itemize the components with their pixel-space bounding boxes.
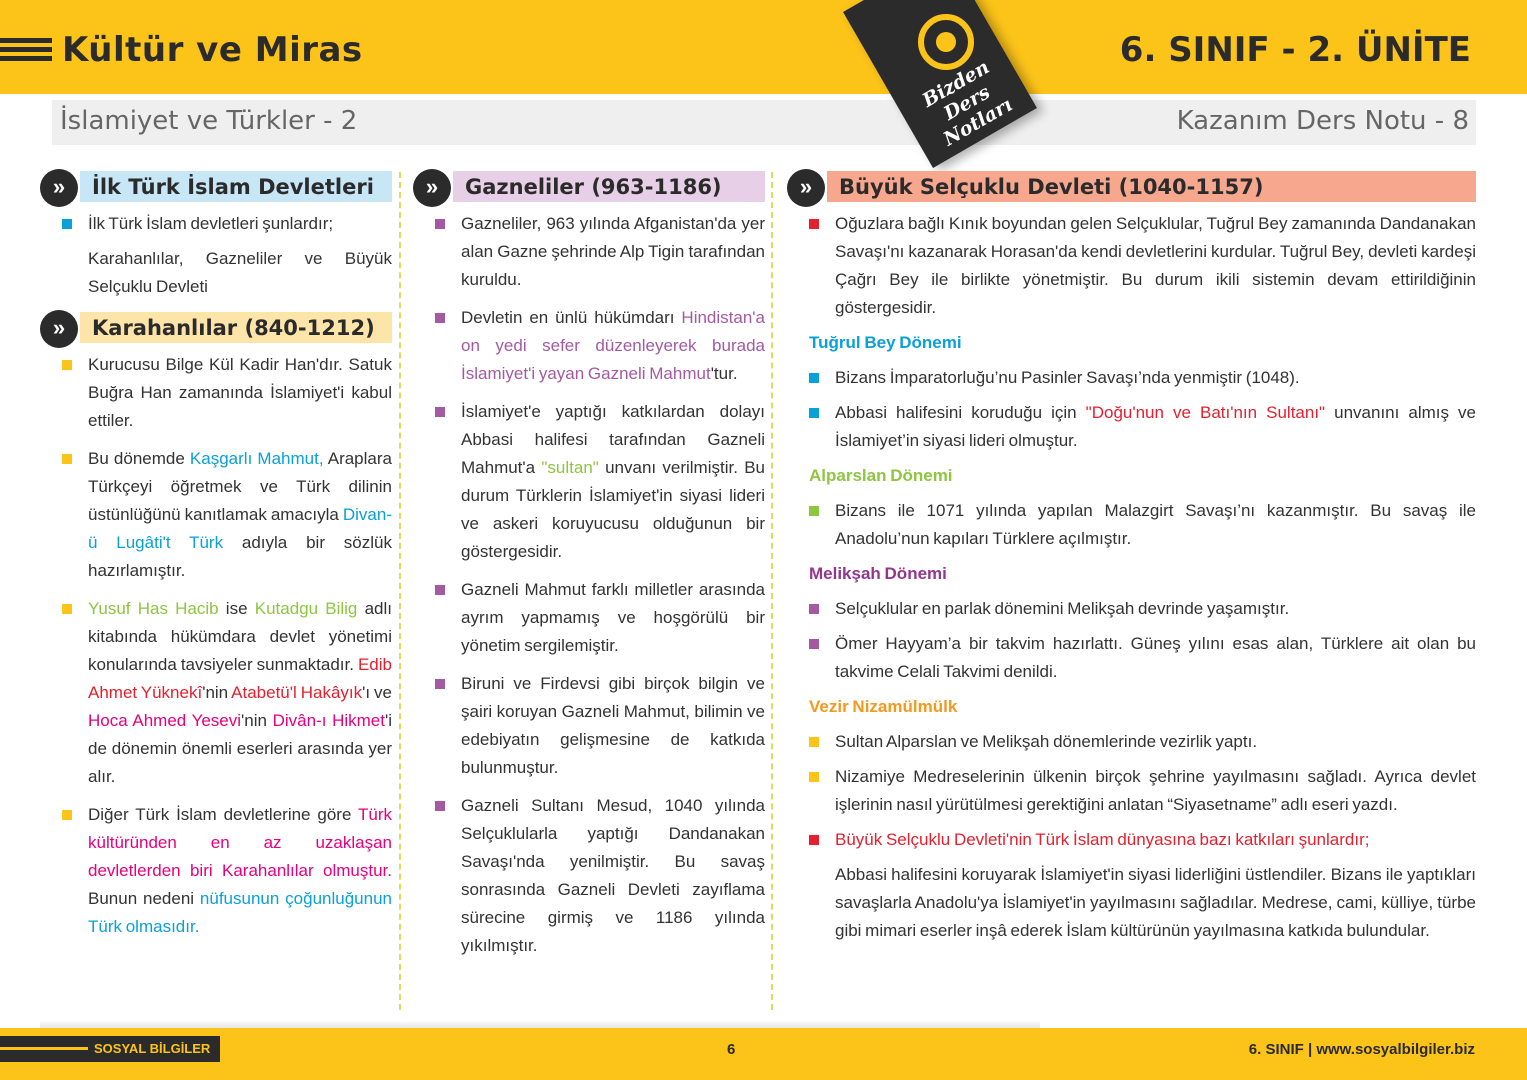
text-span: Bu dönemde — [88, 449, 190, 468]
subtitle: İslamiyet ve Türkler - 2 — [60, 106, 358, 136]
bullet-item — [40, 445, 392, 585]
highlighted-text: Türk kültüründen en az uzaklaşan devletlerden biri Karahanlılar olmuştur. — [88, 805, 392, 880]
highlighted-text: Hoca Ahmed Yesevi — [88, 711, 242, 730]
text-span: Devletin en ünlü hükümdarı — [461, 308, 682, 327]
text-span: ise — [218, 599, 255, 618]
bullet-item — [787, 630, 1476, 686]
square-bullet-icon — [809, 219, 819, 229]
square-bullet-icon — [435, 801, 445, 811]
bullet-item — [40, 351, 392, 435]
square-bullet-icon — [435, 679, 445, 689]
text-span: Kurucusu Bilge Kül Kadir Han'dır. Satuk Buğra Han zamanında İslamiyet'i kabul ettiler. — [88, 355, 392, 430]
page-title: Kültür ve Miras — [62, 30, 363, 70]
bullet-item — [787, 595, 1476, 623]
page-number: 6 — [727, 1041, 736, 1058]
highlighted-text: Kutadgu Bilig — [254, 599, 358, 618]
text-span: unvanı verilmiştir. Bu durum Türklerin İslamiyet'in siyasi lideri ve askeri koruyucusu olduğunun bir göstergesidir. — [461, 458, 765, 561]
bullet-item — [413, 304, 765, 388]
text-span: Bunun nedeni — [88, 889, 200, 908]
column-buyuk-selcuklu — [787, 170, 1476, 952]
highlighted-text: nüfusunun çoğunluğunun Türk olmasıdır. — [88, 889, 393, 936]
text-span: İslamiyet'e yaptığı katkılardan dolayı Abbasi halifesi tarafından Gazneli Mahmut'a — [461, 402, 765, 477]
text-span: Ömer Hayyam’a bir takvim hazırlattı. Güneş yılını esas alan, Türklere ait olan bu takvime Celali Takvimi denildi. — [835, 634, 1476, 681]
bullet-item — [787, 728, 1476, 756]
bullet-item — [787, 364, 1476, 392]
unit-label: 6. SINIF - 2. ÜNİTE — [1119, 30, 1471, 70]
column-gazneliler — [413, 170, 765, 967]
text-span: Abbasi halifesini koruduğu için — [835, 403, 1086, 422]
paragraph — [40, 245, 392, 301]
square-bullet-icon — [809, 373, 819, 383]
footer-website: 6. SINIF | www.sosyalbilgiler.biz — [1248, 1041, 1475, 1058]
square-bullet-icon — [809, 506, 819, 516]
section-title: Karahanlılar (840-1212) — [92, 316, 375, 340]
square-bullet-icon — [809, 737, 819, 747]
double-chevron-icon: » — [413, 169, 451, 207]
text-span: Gazneli Mahmut farklı milletler arasında ayrım yapmamış ve hoşgörülü bir yönetim sergilemiştir. — [461, 580, 765, 655]
text-span: Bizans İmparatorluğu’nu Pasinler Savaşı’nda yenmiştir (1048). — [835, 368, 1300, 387]
footer-subject-tag — [0, 1036, 220, 1062]
highlighted-text: Atabetü'l Hakâyık — [231, 683, 363, 702]
paragraph — [787, 861, 1476, 945]
highlighted-text: "sultan" — [541, 458, 599, 477]
double-chevron-icon: » — [787, 169, 825, 207]
text-span: 'tur. — [710, 364, 738, 383]
lesson-note-label: Kazanım Ders Notu - 8 — [1176, 106, 1469, 136]
highlighted-text: Divan-ü Lugâti't Türk — [88, 505, 392, 552]
section-title: Gazneliler (963-1186) — [465, 175, 722, 199]
text-span: 'i de dönemin önemli eserleri arasında yer alır. — [88, 711, 392, 786]
text-span: Araplara Türkçeyi öğretmek ve Türk dilinin üstünlüğünü kanıtlamak amacıyla — [88, 449, 392, 524]
subsection-title: Melikşah Dönemi — [809, 564, 947, 583]
square-bullet-icon — [435, 585, 445, 595]
text-span: Oğuzlara bağlı Kınık boyundan gelen Selçuklular, Tuğrul Bey zamanında Dandanakan Savaşı'nı kazanarak Horasan'da kendi devletlerini kurdular. Tuğrul Bey, devleti kardeşi Çağrı Bey ile birlikte yönetmiştir. Bu durum ikili sistemin devam ettirildiğinin göstergesidir. — [835, 214, 1476, 317]
text-span: unvanını almış ve İslamiyet’in siyasi lideri olmuştur. — [835, 403, 1476, 450]
text-span: Bizans ile 1071 yılında yapılan Malazgirt Savaşı’nı kazanmıştır. Bu savaş ile Anadolu’nun kapıları Türklere açılmıştır. — [835, 501, 1476, 548]
bullet-item — [413, 670, 765, 782]
bullet-item — [413, 792, 765, 960]
bullet-item — [787, 399, 1476, 455]
square-bullet-icon — [809, 835, 819, 845]
text-span: Biruni ve Firdevsi gibi birçok bilgin ve şairi koruyan Gazneli Mahmut, bilimin ve edebiyatın gelişmesine de katkıda bulunmuştur. — [461, 674, 765, 777]
text-span: İlk Türk İslam devletleri şunlardır; — [88, 214, 334, 233]
double-chevron-icon: » — [40, 310, 78, 348]
square-bullet-icon — [62, 454, 72, 464]
section-header — [40, 311, 392, 343]
menu-bars-icon — [0, 38, 52, 65]
highlighted-text: Kaşgarlı Mahmut, — [189, 449, 324, 468]
square-bullet-icon — [809, 772, 819, 782]
column-ilk-turk-islam — [40, 170, 392, 948]
bullet-item — [413, 210, 765, 294]
bullet-item — [413, 398, 765, 566]
section-header — [413, 170, 765, 202]
square-bullet-icon — [62, 810, 72, 820]
text-span: Gazneli Sultanı Mesud, 1040 yılında Selçuklularla yaptığı Dandanakan Savaşı'nda yenilmiştir. Bu savaş sonrasında Gazneli Devleti zayıflama sürecine girmiş ve 1186 yılında yıkılmıştır. — [461, 796, 765, 955]
double-chevron-icon: » — [40, 169, 78, 207]
square-bullet-icon — [62, 360, 72, 370]
bullet-item — [787, 497, 1476, 553]
text-span: Selçuklular en parlak dönemini Melikşah devrinde yaşamıştır. — [835, 599, 1290, 618]
highlighted-text: "Doğu'nun ve Batı'nın Sultanı" — [1085, 403, 1326, 422]
highlighted-text: Yusuf Has Hacib — [88, 599, 219, 618]
text-span: Abbasi halifesini koruyarak İslamiyet'in siyasi liderliğini üstlendiler. Bizans ile yaptıkları savaşlarla Anadolu'ya İslamiyet'in yayılmasını sağladılar. Medrese, cami, külliye, türbe gibi mimari eserler inşâ ederek İslam kültürünün yayılmasına katkıda bulundular. — [835, 865, 1476, 940]
square-bullet-icon — [435, 313, 445, 323]
text-span: Nizamiye Medreselerinin ülkenin birçok şehrine yayılmasını sağladı. Ayrıca devlet işlerinin nasıl yürütülmesi gerektiğini anlatan “Siyasetname” adlı eseri yazdı. — [835, 767, 1476, 814]
bullet-item — [40, 801, 392, 941]
section-title: Büyük Selçuklu Devleti (1040-1157) — [839, 175, 1264, 199]
section-title: İlk Türk İslam Devletleri — [92, 175, 374, 199]
square-bullet-icon — [435, 219, 445, 229]
text-span: Sultan Alparslan ve Melikşah dönemlerinde vezirlik yaptı. — [835, 732, 1258, 751]
subsection-title: Alparslan Dönemi — [809, 466, 953, 485]
text-span: Gazneliler, 963 yılında Afganistan'da yer alan Gazne şehrinde Alp Tigin tarafından kuruldu. — [461, 214, 765, 289]
bullet-item — [40, 595, 392, 791]
subsection-title: Vezir Nizamülmülk — [809, 697, 958, 716]
square-bullet-icon — [62, 604, 72, 614]
section-header — [787, 170, 1476, 202]
column-divider — [399, 172, 401, 1010]
footer-subject: SOSYAL BİLGİLER — [94, 1041, 211, 1056]
bullet-item — [787, 763, 1476, 819]
square-bullet-icon — [62, 219, 72, 229]
square-bullet-icon — [809, 639, 819, 649]
highlighted-text: Büyük Selçuklu Devleti'nin Türk İslam dünyasına bazı katkıları şunlardır; — [835, 830, 1370, 849]
text-span: Karahanlılar, Gazneliler ve Büyük Selçuklu Devleti — [88, 249, 392, 296]
text-span: Diğer Türk İslam devletlerine göre — [88, 805, 358, 824]
highlighted-text: Edib Ahmet Yüknekî — [88, 655, 392, 702]
section-header — [40, 170, 392, 202]
target-icon — [918, 14, 974, 70]
bullet-item — [40, 210, 392, 238]
square-bullet-icon — [809, 604, 819, 614]
text-span: adlı kitabında hükümdara devlet yönetimi konularında tavsiyeler sunmaktadır. — [88, 599, 392, 674]
bullet-item — [787, 826, 1476, 854]
text-span: 'ı ve — [362, 683, 392, 702]
logo-text: Bizden Ders Notları — [918, 56, 1017, 151]
square-bullet-icon — [809, 408, 819, 418]
bullet-item — [413, 576, 765, 660]
bullet-item — [787, 210, 1476, 322]
highlighted-text: Divân-ı Hikmet — [272, 711, 385, 730]
footer-shadow — [40, 1020, 1040, 1028]
text-span: 'nin — [202, 683, 232, 702]
subsection-title: Tuğrul Bey Dönemi — [809, 333, 962, 352]
square-bullet-icon — [435, 407, 445, 417]
text-span: 'nin — [241, 711, 273, 730]
highlighted-text: Hindistan'a on yedi sefer düzenleyerek burada İslamiyet'i yayan Gazneli Mahmut — [461, 308, 765, 383]
column-divider — [771, 172, 773, 1010]
text-span: adıyla bir sözlük hazırlamıştır. — [88, 533, 392, 580]
